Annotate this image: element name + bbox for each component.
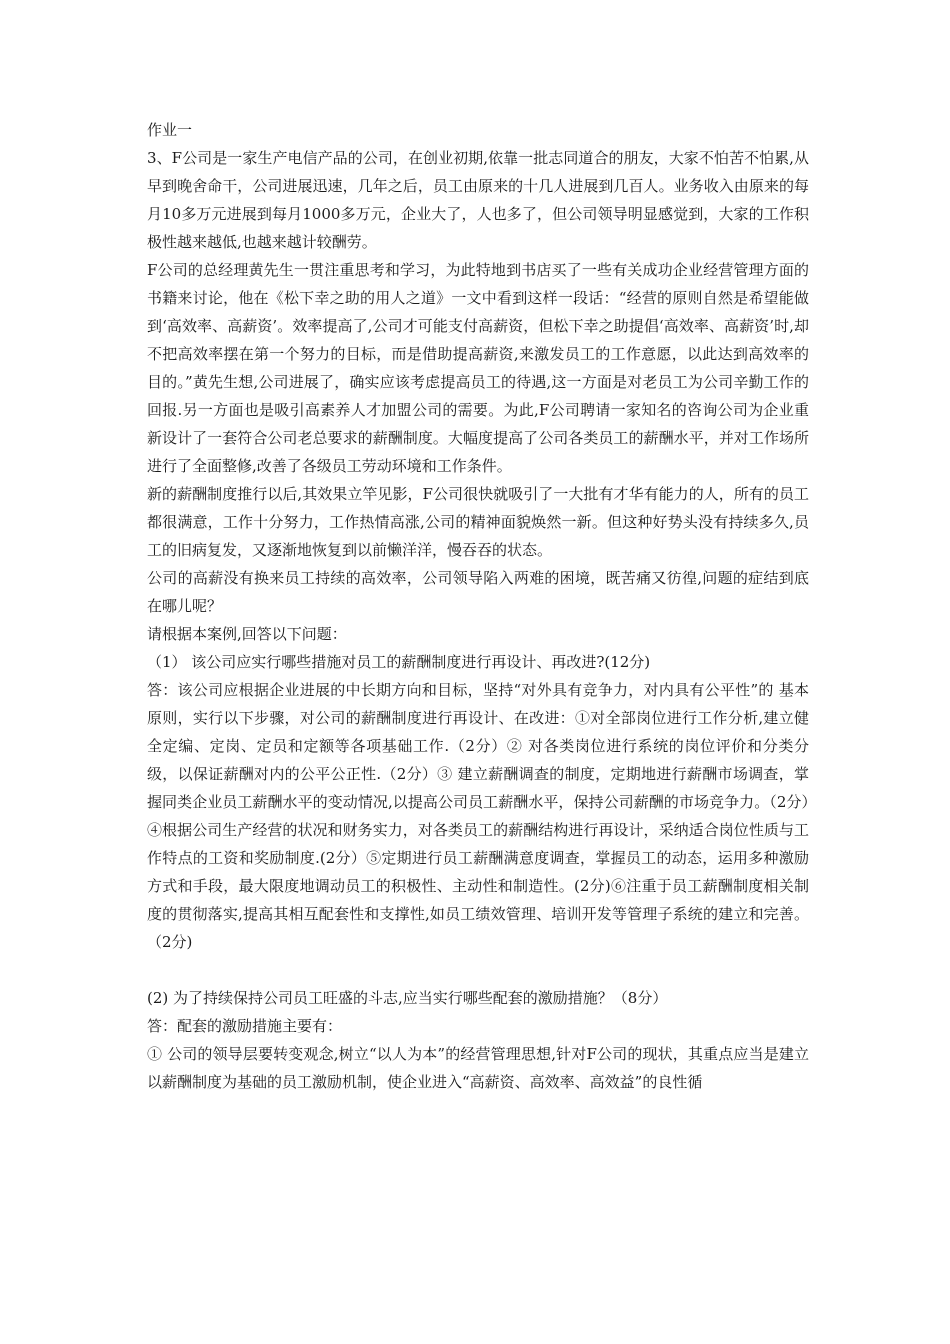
paragraph-spacer [147, 956, 809, 984]
case-paragraph-2: F公司的总经理黄先生一贯注重思考和学习，为此特地到书店买了一些有关成功企业经营管理方面的书籍来讨论，他在《松下幸之助的用人之道》一文中看到这样一段话：“经营的原则自然是希望能做到‘高效率、高薪资’。效率提高了,公司才可能支付高薪资，但松下幸之助提倡‘高效率、高薪资’时,却不把高效率摆在第一个努力的目标，而是借助提高薪资,来激发员工的工作意愿，以此达到高效率的目的。”黄先生想,公司进展了，确实应该考虑提高员工的待遇,这一方面是对老员工为公司辛勤工作的回报.另一方面也是吸引高素养人才加盟公司的需要。为此,F公司聘请一家知名的咨询公司为企业重新设计了一套符合公司老总要求的薪酬制度。大幅度提高了公司各类员工的薪酬水平，并对工作场所进行了全面整修,改善了各级员工劳动环境和工作条件。 [147, 261, 809, 475]
assignment-heading: 作业一 [147, 121, 193, 139]
answer-1: 答：该公司应根据企业进展的中长期方向和目标，坚持“对外具有竞争力，对内具有公平性”的 基本原则，实行以下步骤，对公司的薪酬制度进行再设计、在改进：①对全部岗位进行工作分析,建立健全定编、定岗、定员和定额等各项基础工作.（2分）② 对各类岗位进行系统的岗位评价和分类分级，以保证薪酬对内的公平公正性.（2分）③ 建立薪酬调查的制度，定期地进行薪酬市场调查，掌握同类企业员工薪酬水平的变动情况,以提高公司员工薪酬水平，保持公司薪酬的市场竞争力。（2分）④根据公司生产经营的状况和财务实力，对各类员工的薪酬结构进行再设计，采纳适合岗位性质与工作特点的工资和奖励制度.(2分）⑤定期进行员工薪酬满意度调查，掌握员工的动态，运用多种激励方式和手段，最大限度地调动员工的积极性、主动性和制造性。(2分)⑥注重于员工薪酬制度相关制度的贯彻落实,提高其相互配套性和支撑性,如员工绩效管理、培训开发等管理子系统的建立和完善。（2分) [147, 681, 809, 951]
answer-2-intro: 答：配套的激励措施主要有： [147, 1017, 343, 1035]
question-1: （1） 该公司应实行哪些措施对员工的薪酬制度进行再设计、再改进?(12分) [147, 653, 651, 671]
case-paragraph-3: 新的薪酬制度推行以后,其效果立竿见影，F公司很快就吸引了一大批有才华有能力的人，所有的员工都很满意，工作十分努力，工作热情高涨,公司的精神面貌焕然一新。但这种好势头没有持续多久,员工的旧病复发，又逐渐地恢复到以前懒洋洋，慢吞吞的状态。 [147, 485, 809, 559]
answer-2-item-1: ① 公司的领导层要转变观念,树立“以人为本”的经营管理思想,针对F公司的现状，其重点应当是建立以薪酬制度为基础的员工激励机制，使企业进入“高薪资、高效率、高效益”的良性循 [147, 1045, 809, 1091]
document-body [147, 116, 809, 1096]
question-2: (2) 为了持续保持公司员工旺盛的斗志,应当实行哪些配套的激励措施？（8分） [147, 989, 668, 1007]
case-paragraph-1: 3、F公司是一家生产电信产品的公司，在创业初期,依靠一批志同道合的朋友，大家不怕苦不怕累,从早到晚舍命干，公司进展迅速，几年之后，员工由原来的十几人进展到几百人。业务收入由原来的每月10多万元进展到每月1000多万元，企业大了，人也多了，但公司领导明显感觉到，大家的工作积极性越来越低,也越来越计较酬劳。 [147, 149, 809, 251]
case-paragraph-4: 公司的高薪没有换来员工持续的高效率，公司领导陷入两难的困境，既苦痛又彷徨,问题的症结到底在哪儿呢？ [147, 569, 809, 615]
question-prompt: 请根据本案例,回答以下问题： [147, 625, 347, 643]
